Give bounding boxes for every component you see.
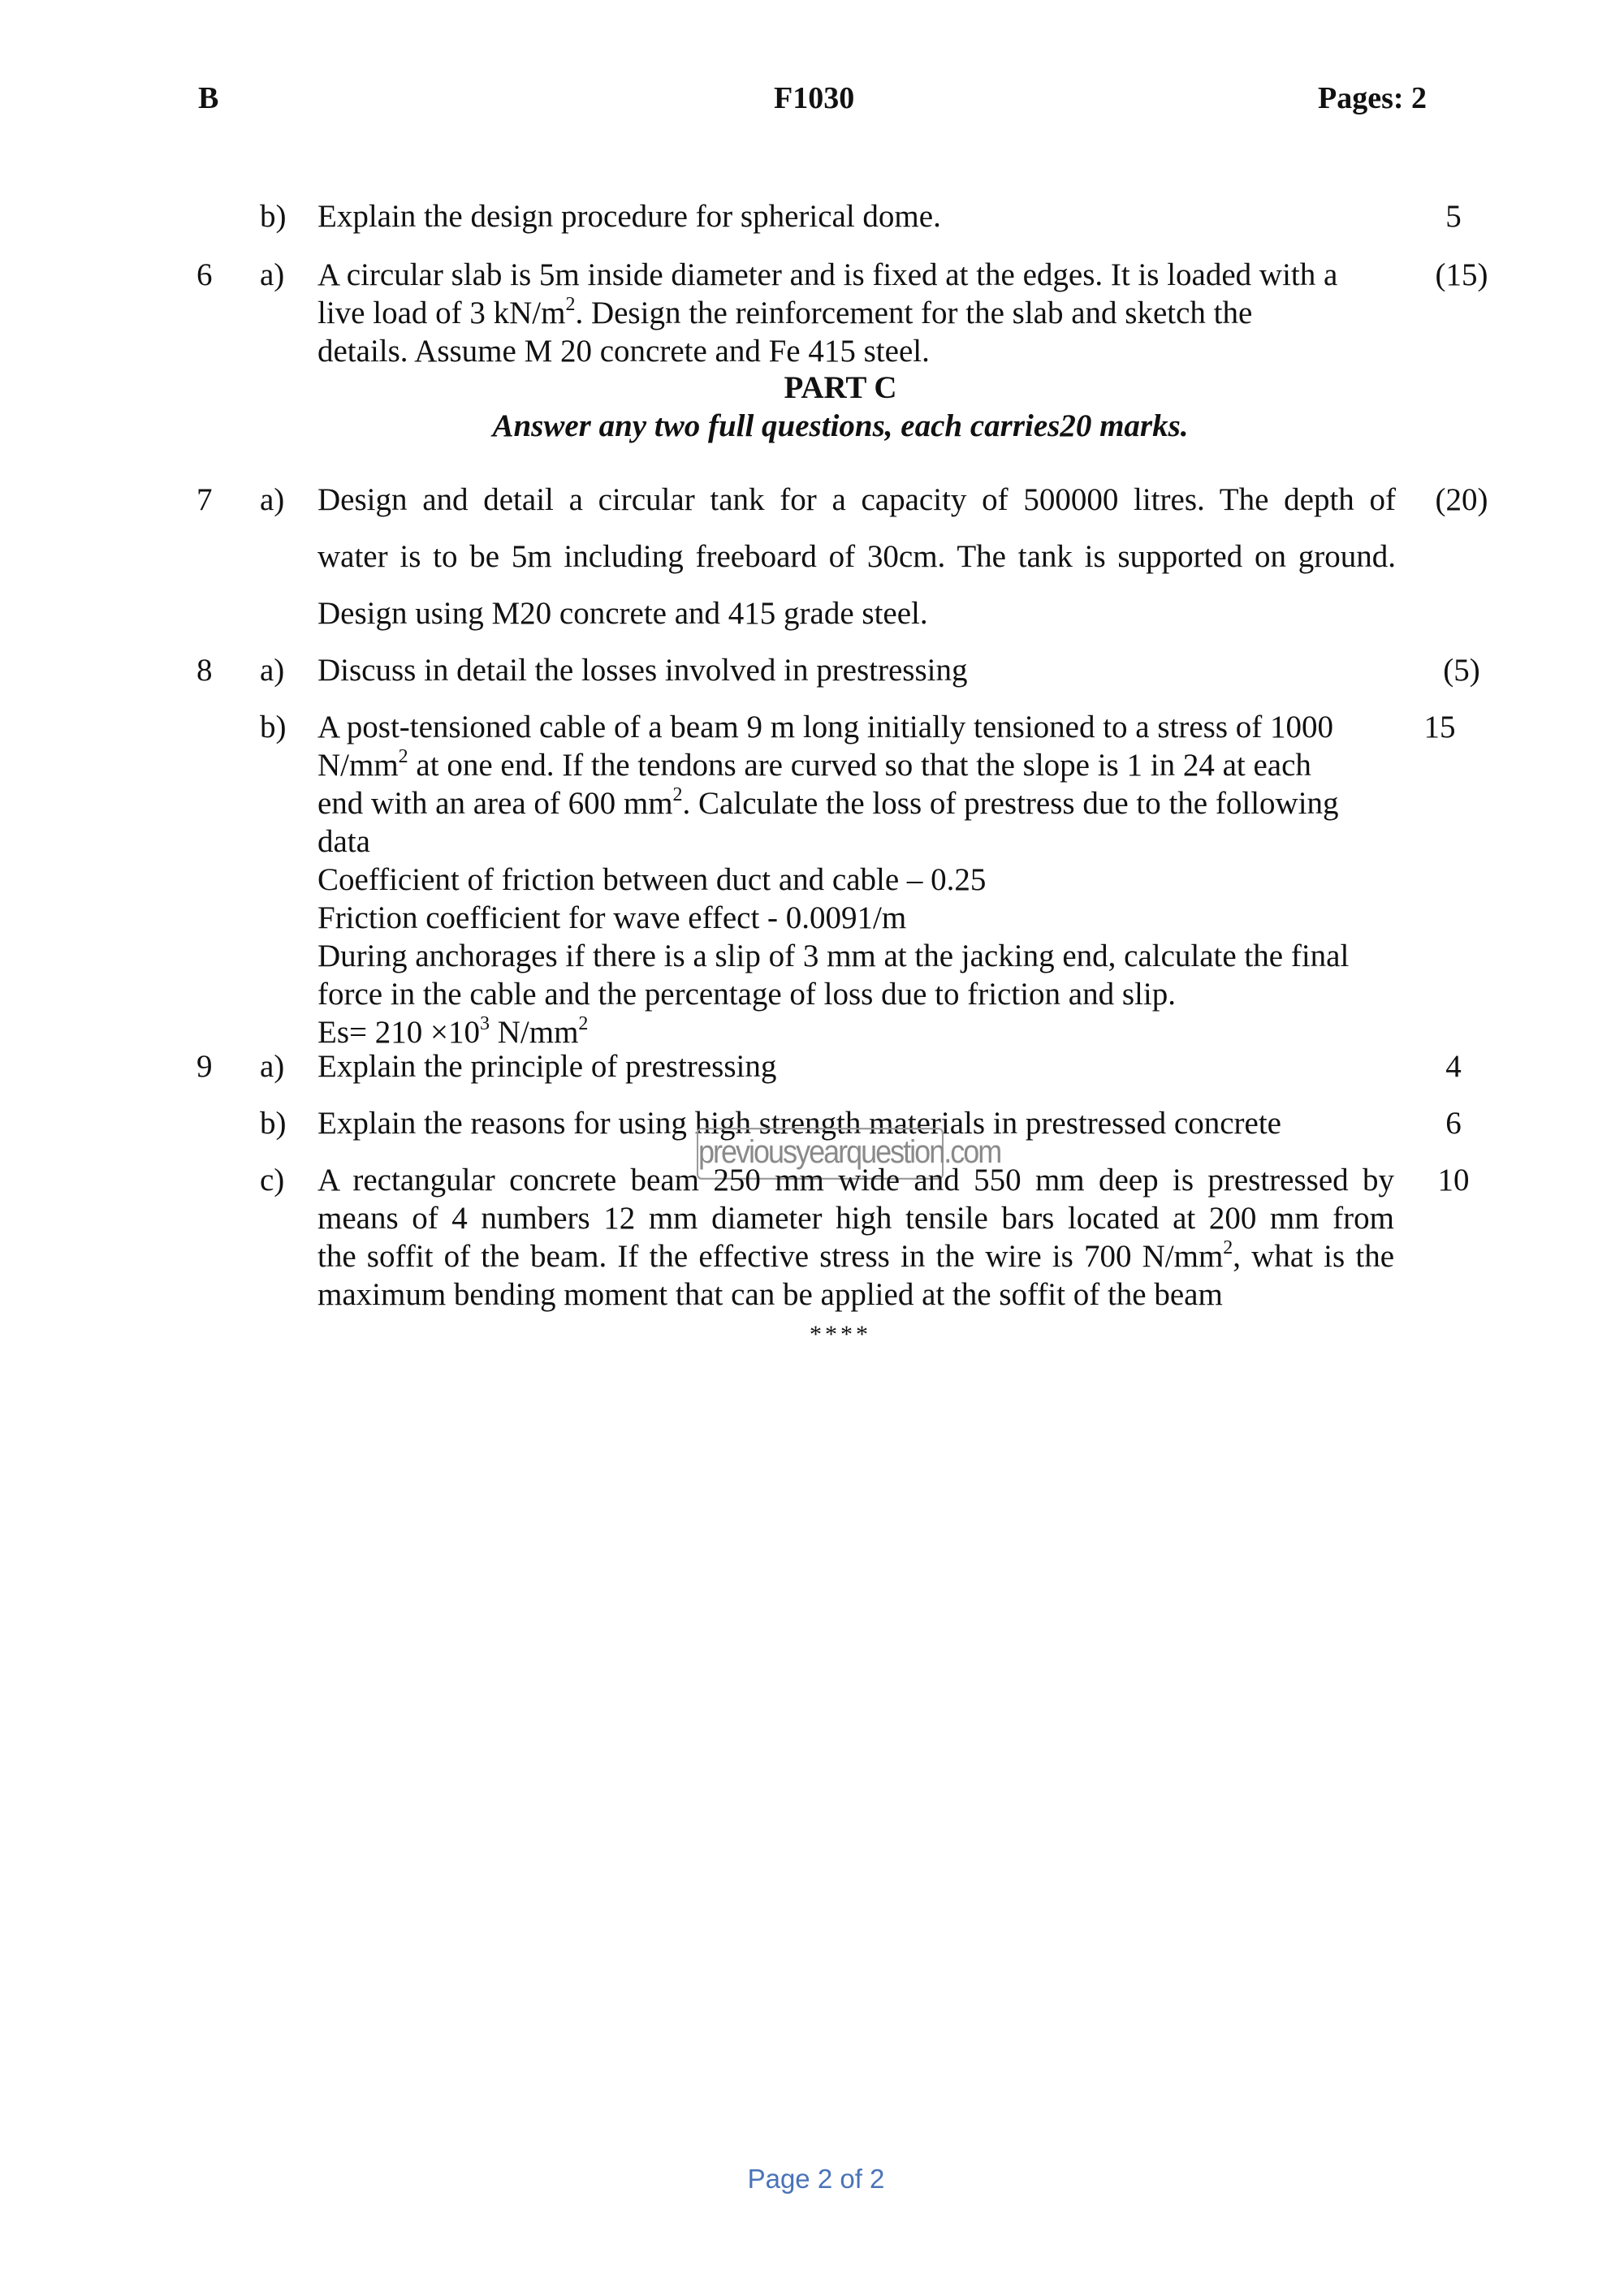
- question-text-line: force in the cable and the percentage of loss due to friction and slip.: [317, 977, 1176, 1012]
- question-text-line: data: [317, 824, 370, 859]
- question-text-line: $N/mm^2$ at one end. If the tendons are curved so that the slope is 1 in 24 at each: [317, 746, 1311, 783]
- question-number: 7: [197, 482, 213, 517]
- watermark-logo: previousyearquestion.com: [697, 1128, 944, 1180]
- marks: (15): [1435, 257, 1488, 292]
- header-left-code: B: [198, 81, 219, 115]
- question-number: 6: [197, 257, 213, 292]
- sub-label: a): [260, 482, 285, 517]
- question-number: 8: [197, 653, 213, 688]
- marks: (20): [1435, 482, 1488, 517]
- page-number-footer: Page 2 of 2: [747, 2164, 885, 2194]
- sub-label: b): [260, 199, 287, 234]
- sub-label: c): [260, 1163, 285, 1198]
- marks: 5: [1445, 199, 1462, 234]
- question-text-line: Coefficient of friction between duct and cable – 0.25: [317, 862, 987, 897]
- question-text-line: A post-tensioned cable of a beam 9 m long initially tensioned to a stress of 1000: [317, 710, 1334, 744]
- question-text-line: A circular slab is 5m inside diameter and is fixed at the edges. It is loaded with a: [317, 257, 1338, 292]
- question-text: Explain the design procedure for spherical dome.: [317, 199, 941, 234]
- question-text-line: end with an area of 600 $mm^2$. Calculate the loss of prestress due to the following: [317, 784, 1339, 821]
- question-text-line: During anchorages if there is a slip of 3 mm at the jacking end, calculate the final: [317, 939, 1350, 973]
- marks: 10: [1437, 1163, 1470, 1198]
- header-pages: Pages: 2: [1318, 81, 1427, 115]
- question-text-line: means of 4 numbers 12 mm diameter high tensile bars located at 200 mm from: [317, 1201, 1394, 1236]
- sub-label: b): [260, 1106, 287, 1141]
- question-text-line: $Es= 210 \times 10^3$ $N/mm^2$: [317, 1013, 589, 1050]
- question-text-line: Design using M20 concrete and 415 grade steel.: [317, 596, 928, 631]
- question-text: Explain the reasons for using high strength materials in prestressed concrete: [317, 1106, 1281, 1141]
- question-text-line: A rectangular concrete beam 250 mm wide and 550 mm deep is prestressed by: [317, 1163, 1394, 1198]
- question-text: Discuss in detail the losses involved in prestressing: [317, 653, 968, 688]
- section-title: PART C: [784, 370, 897, 405]
- marks: 4: [1445, 1049, 1462, 1084]
- sub-label: a): [260, 1049, 285, 1084]
- question-text-line: water is to be 5m including freeboard of 30cm. The tank is supported on ground.: [317, 539, 1396, 574]
- marks: 15: [1423, 710, 1456, 744]
- sub-label: b): [260, 710, 287, 744]
- marks: (5): [1443, 653, 1480, 688]
- question-text-line: live load of 3 $kN/m^2$. Design the reinforcement for the slab and sketch the: [317, 294, 1253, 330]
- sub-label: a): [260, 257, 285, 292]
- section-instructions: Answer any two full questions, each carries20 marks.: [492, 408, 1189, 443]
- question-number: 9: [197, 1049, 213, 1084]
- question-text-line: Friction coefficient for wave effect - 0.0091/m: [317, 900, 907, 935]
- header-paper-code: F1030: [774, 81, 855, 115]
- question-text-line: details. Assume M 20 concrete and Fe 415 steel.: [317, 334, 930, 369]
- question-text-line: the soffit of the beam. If the effective stress in the wire is 700 $N/mm^2$, what is the: [317, 1237, 1395, 1274]
- question-text-line: maximum bending moment that can be applied at the soffit of the beam: [317, 1277, 1223, 1312]
- marks: 6: [1445, 1106, 1462, 1141]
- end-of-paper-marker: ****: [810, 1321, 871, 1348]
- question-text-line: Design and detail a circular tank for a capacity of 500000 litres. The depth of: [317, 482, 1396, 517]
- question-text: Explain the principle of prestressing: [317, 1049, 777, 1084]
- sub-label: a): [260, 653, 285, 688]
